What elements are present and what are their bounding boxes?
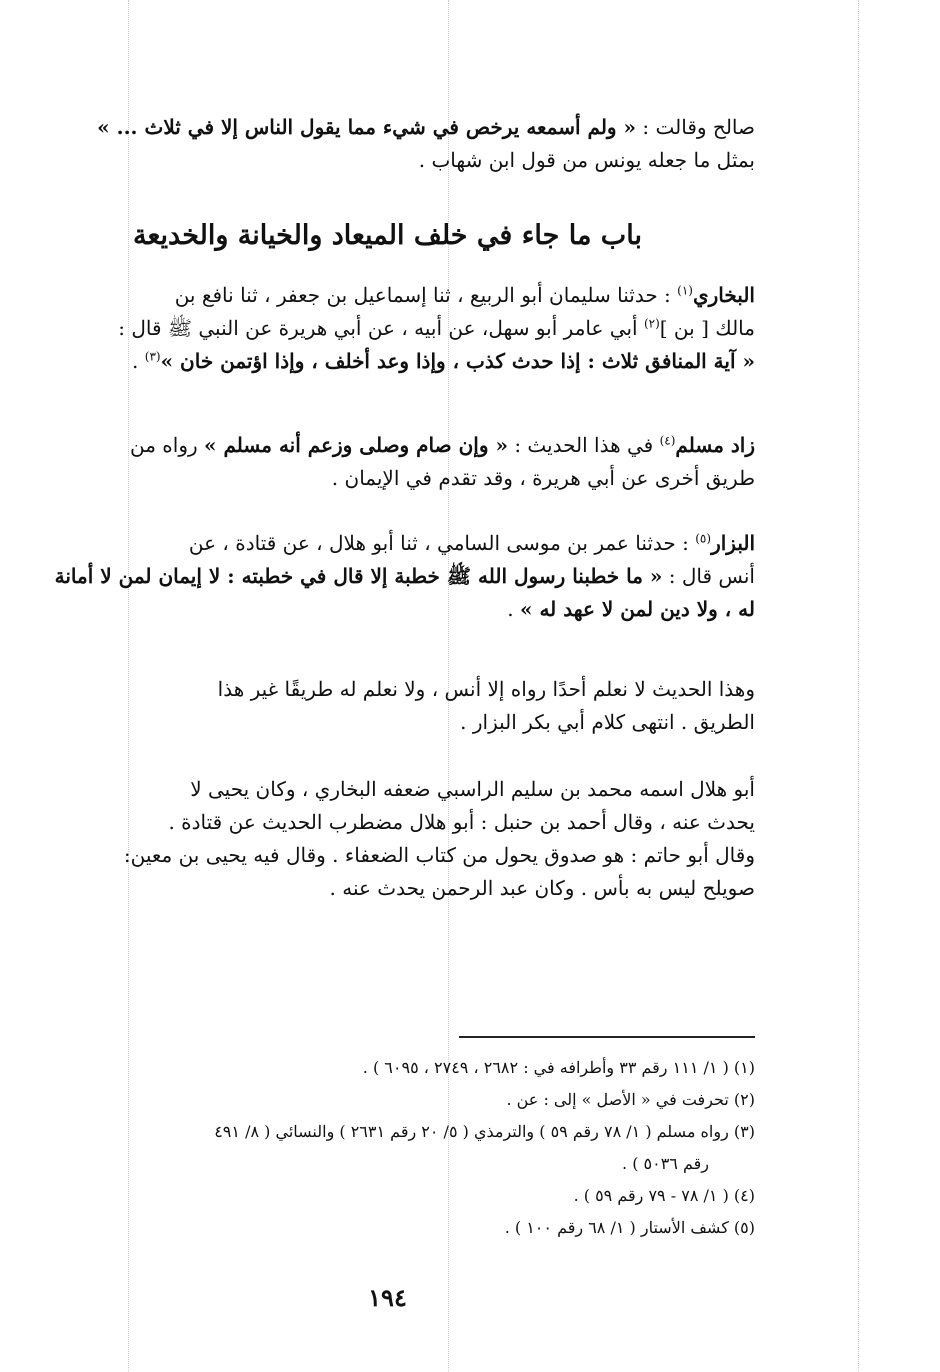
hadith-muslim-paragraph — [20, 429, 755, 495]
footnotes — [20, 1052, 755, 1244]
footnote-5: (٥) كشف الأستار ( ١/ ٦٨ رقم ١٠٠ ) . — [504, 1218, 755, 1237]
para1-line-2: مالك [ بن ]$^{(٢)}$ أبي عامر أبو سهل، عن أبيه ، عن أبي هريرة عن النبي ﷺ قال : — [118, 316, 755, 340]
para3-line-2: أنس قال : « ما خطبنا رسول الله ﷺ خطبة إلا قال في خطبته : لا إيمان لمن لا أمانة — [54, 564, 755, 588]
intro-line-2: بمثل ما جعله يونس من قول ابن شهاب . — [418, 148, 755, 172]
para4-line-2: الطريق . انتهى كلام أبي بكر البزار . — [460, 710, 755, 734]
para1-line-1: البخاري$^{(١)}$ : حدثنا سليمان أبو الربيع ، ثنا إسماعيل بن جعفر ، ثنا نافع بن — [174, 283, 755, 307]
intro-line-1: صالح وقالت : « ولم أسمعه يرخص في شيء مما يقول الناس إلا في ثلاث ... » — [97, 115, 755, 139]
para1-line-3: « آية المنافق ثلاث : إذا حدث كذب ، وإذا وعد أخلف ، وإذا اؤتمن خان »$^{(٣)}$ . — [132, 349, 755, 373]
footnote-3: (٣) رواه مسلم ( ١/ ٧٨ رقم ٥٩ ) والترمذي ( ٥/ ٢٠ رقم ٢٦٣١ ) والنسائي ( ٨/ ٤٩١ — [214, 1122, 755, 1141]
para2-line-1: زاد مسلم$^{(٤)}$ في هذا الحديث : « وإن صام وصلى وزعم أنه مسلم » رواه من — [130, 433, 755, 457]
para5-line-4: صويلح ليس به بأس . وكان عبد الرحمن يحدث عنه . — [329, 876, 755, 900]
para4-line-1: وهذا الحديث لا نعلم أحدًا رواه إلا أنس ، ولا نعلم له طريقًا غير هذا — [217, 677, 755, 701]
intro-paragraph — [20, 111, 755, 177]
hadith-bukhari-paragraph — [20, 279, 755, 378]
footnote-2: (٢) تحرفت في « الأصل » إلى : عن . — [506, 1090, 755, 1109]
para5-line-3: وقال أبو حاتم : هو صدوق يحول من كتاب الضعفاء . وقال فيه يحيى بن معين: — [123, 843, 755, 867]
book-page — [20, 0, 755, 1372]
para5-line-2: يحدث عنه ، وقال أحمد بن حنبل : أبو هلال مضطرب الحديث عن قتادة . — [168, 810, 755, 834]
chapter-heading: باب ما جاء في خلف الميعاد والخيانة والخديعة — [133, 220, 642, 251]
para2-line-2: طريق أخرى عن أبي هريرة ، وقد تقدم في الإيمان . — [331, 466, 755, 490]
narrator-paragraph — [20, 773, 755, 905]
footnote-4: (٤) ( ١/ ٧٨ - ٧٩ رقم ٥٩ ) . — [573, 1186, 755, 1205]
para3-line-1: البزار$^{(٥)}$ : حدثنا عمر بن موسى السامي ، ثنا أبو هلال ، عن قتادة ، عن — [188, 531, 755, 555]
hadith-bazzar-paragraph — [20, 527, 755, 626]
page-number: ١٩٤ — [368, 1283, 407, 1312]
para5-line-1: أبو هلال اسمه محمد بن سليم الراسبي ضعفه البخاري ، وكان يحيى لا — [190, 777, 755, 801]
commentary-paragraph — [20, 673, 755, 739]
footnote-divider — [459, 1036, 755, 1038]
para3-line-3: له ، ولا دين لمن لا عهد له » . — [507, 597, 755, 621]
footnote-1: (١) ( ١/ ١١١ رقم ٣٣ وأطرافه في : ٢٦٨٢ ، ٢٧٤٩ ، ٦٠٩٥ ) . — [362, 1058, 755, 1077]
footnote-3-continuation: رقم ٥٠٣٦ ) . — [622, 1154, 709, 1173]
